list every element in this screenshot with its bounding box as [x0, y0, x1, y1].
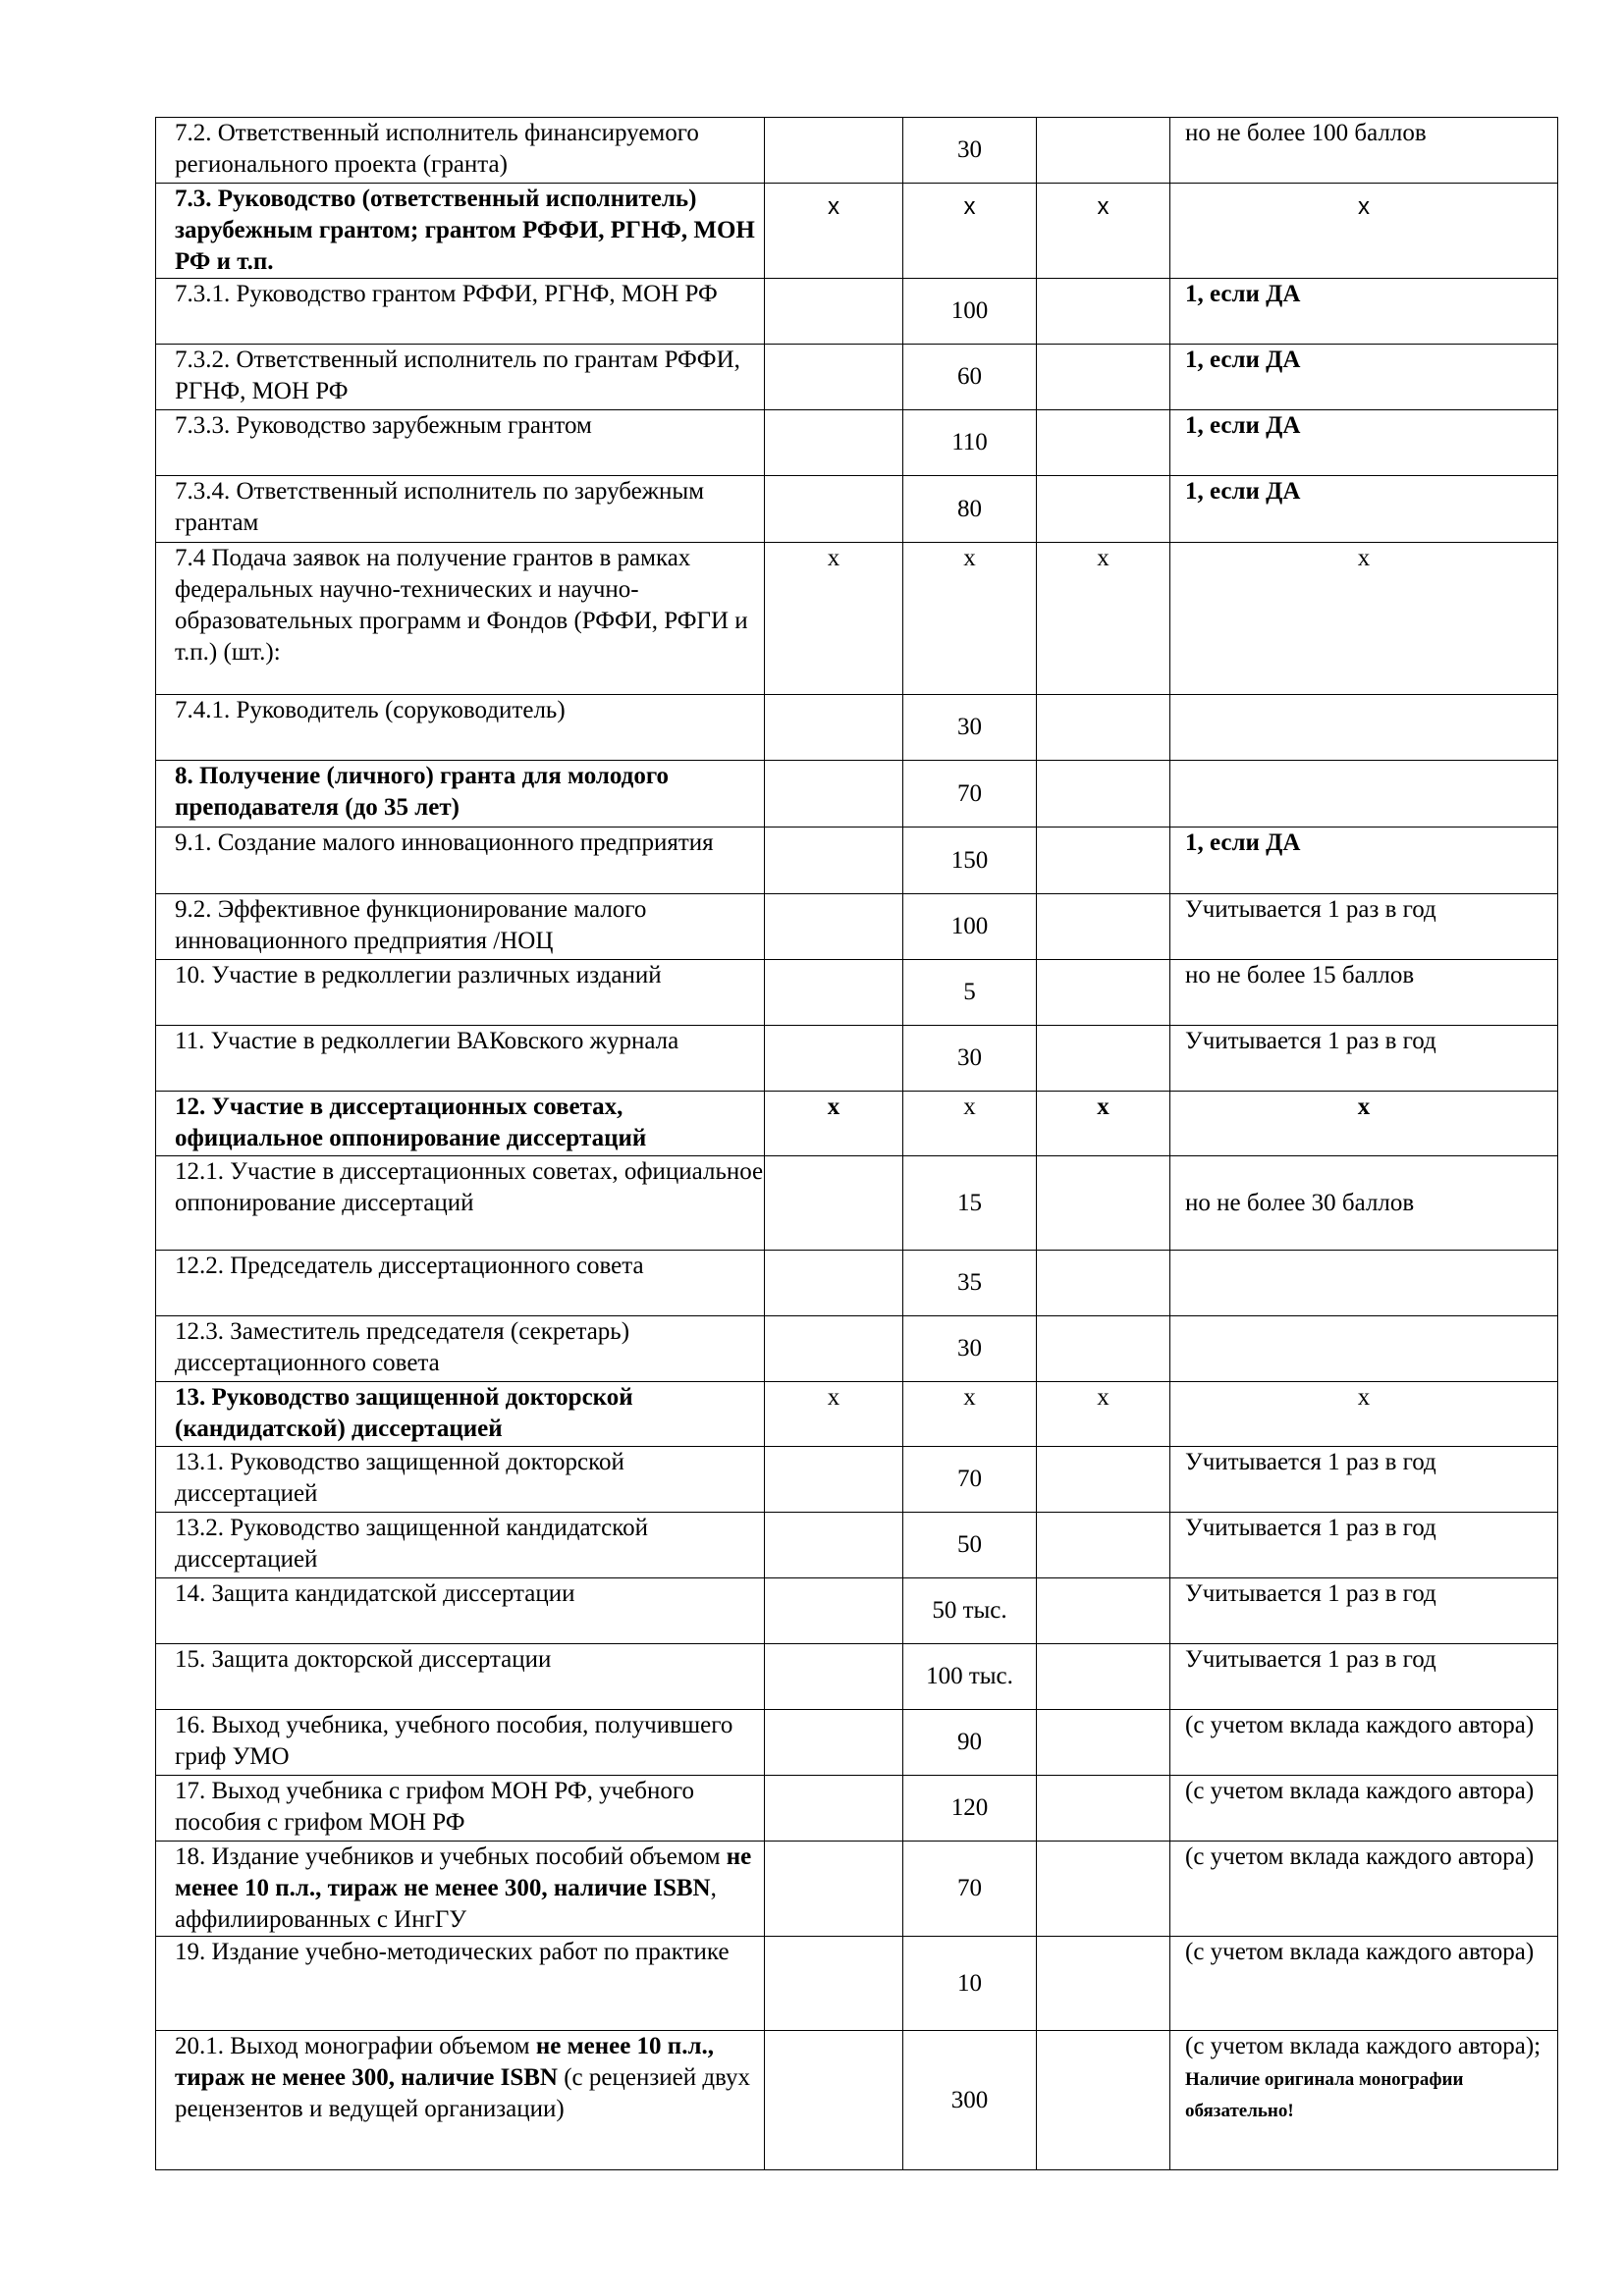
- x-marker-cell: [1037, 1382, 1170, 1447]
- table-row: [156, 1156, 1558, 1251]
- text-run: но не более 30 баллов: [1185, 1189, 1415, 1216]
- table-row: [156, 1251, 1558, 1316]
- blank-cell: [765, 2031, 903, 2170]
- table-row: [156, 1026, 1558, 1092]
- points-value: 30: [957, 1335, 982, 1362]
- criteria-table: [155, 117, 1558, 2170]
- text-run: 1, если ДА: [1185, 281, 1301, 307]
- text-run: 12.2. Председатель диссертационного совета: [175, 1253, 644, 1279]
- table-row: [156, 1382, 1558, 1447]
- criterion-label-cell: [156, 184, 765, 279]
- note-cell: [1170, 960, 1558, 1026]
- points-value: 100: [950, 297, 989, 324]
- points-cell: [903, 1251, 1037, 1316]
- note-cell: [1170, 1316, 1558, 1382]
- points-cell: [903, 1937, 1037, 2031]
- criterion-label-cell: [156, 1937, 765, 2031]
- text-run: 13.2. Руководство защищенной кандидатской диссертацией: [175, 1515, 648, 1573]
- x-marker: x: [1358, 193, 1370, 220]
- criterion-label-cell: [156, 118, 765, 184]
- note-cell: [1170, 1026, 1558, 1092]
- table-row: [156, 1092, 1558, 1156]
- criterion-label-cell: [156, 1447, 765, 1513]
- criterion-label-cell: [156, 1382, 765, 1447]
- text-run: 17. Выход учебника с грифом МОН РФ, учебного пособия с грифом МОН РФ: [175, 1778, 695, 1836]
- note-cell: [1170, 828, 1558, 894]
- criterion-label-cell: [156, 894, 765, 960]
- table-row: [156, 279, 1558, 345]
- text-run: Учитывается 1 раз в год: [1185, 1449, 1436, 1475]
- text-run: 13.1. Руководство защищенной докторской диссертацией: [175, 1449, 624, 1507]
- table-row: [156, 1578, 1558, 1644]
- blank-cell: [765, 1156, 903, 1251]
- table-row: [156, 1776, 1558, 1842]
- text-run: 19. Издание учебно-методических работ по практике: [175, 1939, 730, 1965]
- extra-cell: [1037, 476, 1170, 543]
- criterion-label-cell: [156, 1251, 765, 1316]
- text-run: 7.3.4. Ответственный исполнитель по зарубежным грантам: [175, 478, 705, 536]
- points-value: 60: [957, 363, 982, 390]
- extra-cell: [1037, 1776, 1170, 1842]
- x-marker: x: [827, 1384, 840, 1411]
- note-cell: [1170, 410, 1558, 476]
- note-cell: [1170, 1447, 1558, 1513]
- text-run: 12.1. Участие в диссертационных советах, официальное оппонирование диссертаций: [175, 1158, 764, 1216]
- criterion-label-cell: [156, 345, 765, 410]
- note-cell: [1170, 1156, 1558, 1251]
- blank-cell: [765, 279, 903, 345]
- table-row: [156, 1842, 1558, 1937]
- text-run: 1, если ДА: [1185, 347, 1301, 373]
- text-run: 1, если ДА: [1185, 829, 1301, 856]
- blank-cell: [765, 1316, 903, 1382]
- text-run: 7.3.3. Руководство зарубежным грантом: [175, 412, 592, 439]
- blank-cell: [765, 410, 903, 476]
- criterion-label-cell: [156, 695, 765, 761]
- points-value: 50 тыс.: [932, 1597, 1007, 1624]
- text-run: 16. Выход учебника, учебного пособия, получившего гриф УМО: [175, 1712, 733, 1770]
- points-cell: [903, 1578, 1037, 1644]
- text-run: 11. Участие в редколлегии ВАКовского журнала: [175, 1028, 679, 1054]
- note-cell: [1170, 761, 1558, 828]
- blank-cell: [765, 118, 903, 184]
- text-run: Учитывается 1 раз в год: [1185, 1515, 1436, 1541]
- x-marker-cell: [1037, 184, 1170, 279]
- points-cell: [903, 279, 1037, 345]
- blank-cell: [765, 761, 903, 828]
- x-marker-cell: [903, 184, 1037, 279]
- extra-cell: [1037, 761, 1170, 828]
- x-marker: x: [1097, 1094, 1110, 1120]
- points-value: 35: [957, 1269, 982, 1296]
- blank-cell: [765, 476, 903, 543]
- blank-cell: [765, 695, 903, 761]
- points-value: 90: [957, 1729, 982, 1755]
- criterion-label-cell: [156, 1092, 765, 1156]
- x-marker: x: [963, 545, 976, 571]
- extra-cell: [1037, 118, 1170, 184]
- points-value: 300: [950, 2086, 989, 2113]
- criterion-label-cell: [156, 543, 765, 695]
- note-cell: [1170, 279, 1558, 345]
- table-row: [156, 184, 1558, 279]
- note-cell: [1170, 2031, 1558, 2170]
- points-cell: [903, 1644, 1037, 1710]
- text-run: 13. Руководство защищенной докторской (кандидатской) диссертацией: [175, 1384, 633, 1442]
- text-run: Учитывается 1 раз в год: [1185, 1028, 1436, 1054]
- extra-cell: [1037, 345, 1170, 410]
- extra-cell: [1037, 960, 1170, 1026]
- points-value: 5: [963, 979, 976, 1005]
- x-marker-cell: [1170, 184, 1558, 279]
- table-row: [156, 543, 1558, 695]
- points-value: 70: [957, 779, 982, 807]
- extra-cell: [1037, 1842, 1170, 1937]
- points-cell: [903, 1316, 1037, 1382]
- text-run: 8. Получение (личного) гранта для молодого преподавателя (до 35 лет): [175, 763, 670, 821]
- extra-cell: [1037, 410, 1170, 476]
- x-marker: x: [1357, 1384, 1371, 1411]
- text-run: 9.1. Создание малого инновационного предприятия: [175, 829, 714, 856]
- table-row: [156, 695, 1558, 761]
- criterion-label-cell: [156, 1513, 765, 1578]
- note-cell: [1170, 1710, 1558, 1776]
- x-marker-cell: [1037, 1092, 1170, 1156]
- text-run: 18. Издание учебников и учебных пособий объемом: [175, 1843, 727, 1870]
- x-marker: x: [963, 1384, 976, 1411]
- criterion-label-cell: [156, 410, 765, 476]
- note-cell: [1170, 1776, 1558, 1842]
- blank-cell: [765, 1776, 903, 1842]
- points-cell: [903, 1513, 1037, 1578]
- blank-cell: [765, 1644, 903, 1710]
- note-cell: [1170, 695, 1558, 761]
- text-run: 7.3.2. Ответственный исполнитель по грантам РФФИ, РГНФ, МОН РФ: [175, 347, 740, 404]
- note-cell: [1170, 1251, 1558, 1316]
- table-row: [156, 476, 1558, 543]
- points-value: 70: [957, 1466, 982, 1492]
- x-marker-cell: [1170, 1382, 1558, 1447]
- blank-cell: [765, 1842, 903, 1937]
- points-cell: [903, 1156, 1037, 1251]
- text-run: 12.3. Заместитель председателя (секретарь) диссертационного совета: [175, 1318, 630, 1376]
- note-cell: [1170, 894, 1558, 960]
- points-cell: [903, 695, 1037, 761]
- points-cell: [903, 410, 1037, 476]
- x-marker: x: [1097, 1384, 1110, 1411]
- points-value: 150: [950, 846, 989, 874]
- table-row: [156, 1644, 1558, 1710]
- extra-cell: [1037, 1513, 1170, 1578]
- criterion-label-cell: [156, 1644, 765, 1710]
- text-run: 10. Участие в редколлегии различных изданий: [175, 962, 662, 988]
- text-run: но не более 15 баллов: [1185, 962, 1415, 988]
- criterion-label-cell: [156, 476, 765, 543]
- x-marker: x: [1097, 193, 1110, 220]
- criterion-label-cell: [156, 1156, 765, 1251]
- note-cell: [1170, 118, 1558, 184]
- points-cell: [903, 2031, 1037, 2170]
- criterion-label-cell: [156, 828, 765, 894]
- criterion-label-cell: [156, 761, 765, 828]
- text-run: (с учетом вклада каждого автора): [1185, 1712, 1535, 1738]
- text-run: 7.3. Руководство (ответственный исполнитель) зарубежным грантом; грантом РФФИ, РГНФ, МОН РФ и т.п.: [175, 186, 755, 275]
- text-run: 7.2. Ответственный исполнитель финансируемого регионального проекта (гранта): [175, 120, 699, 178]
- x-marker: x: [827, 545, 840, 571]
- points-cell: [903, 1710, 1037, 1776]
- blank-cell: [765, 1578, 903, 1644]
- note-cell: [1170, 1842, 1558, 1937]
- points-value: 80: [957, 495, 982, 522]
- text-run: не менее 10 п.л., тираж не менее 300, наличие ISBN: [175, 2033, 714, 2091]
- text-run: Учитывается 1 раз в год: [1185, 1646, 1436, 1673]
- points-value: 100 тыс.: [926, 1663, 1013, 1689]
- text-run: но не более 100 баллов: [1185, 120, 1427, 146]
- criterion-label-cell: [156, 1316, 765, 1382]
- text-run: 7.3.1. Руководство грантом РФФИ, РГНФ, МОН РФ: [175, 281, 718, 307]
- blank-cell: [765, 828, 903, 894]
- points-value: 30: [957, 136, 982, 163]
- extra-cell: [1037, 894, 1170, 960]
- table-row: [156, 1513, 1558, 1578]
- blank-cell: [765, 1513, 903, 1578]
- table-row: [156, 761, 1558, 828]
- extra-cell: [1037, 279, 1170, 345]
- blank-cell: [765, 1251, 903, 1316]
- blank-cell: [765, 960, 903, 1026]
- criterion-label-cell: [156, 1710, 765, 1776]
- points-cell: [903, 476, 1037, 543]
- points-cell: [903, 1026, 1037, 1092]
- text-run: 14. Защита кандидатской диссертации: [175, 1580, 575, 1607]
- blank-cell: [765, 1710, 903, 1776]
- extra-cell: [1037, 1710, 1170, 1776]
- criterion-label-cell: [156, 2031, 765, 2170]
- text-run: 15. Защита докторской диссертации: [175, 1646, 552, 1673]
- text-run: Наличие оригинала монографии обязательно!: [1185, 2069, 1464, 2121]
- text-run: 7.4.1. Руководитель (соруководитель): [175, 697, 566, 723]
- x-marker: x: [827, 1094, 840, 1120]
- extra-cell: [1037, 1026, 1170, 1092]
- x-marker: x: [963, 193, 976, 220]
- table-row: [156, 2031, 1558, 2170]
- x-marker: x: [1097, 545, 1110, 571]
- x-marker-cell: [1170, 543, 1558, 695]
- extra-cell: [1037, 828, 1170, 894]
- note-cell: [1170, 345, 1558, 410]
- note-cell: [1170, 1937, 1558, 2031]
- points-value: 15: [957, 1189, 982, 1216]
- x-marker: x: [1357, 1094, 1371, 1120]
- points-value: 70: [957, 1875, 982, 1901]
- criteria-table-body: [156, 118, 1558, 2170]
- criterion-label-cell: [156, 279, 765, 345]
- note-cell: [1170, 476, 1558, 543]
- points-cell: [903, 894, 1037, 960]
- criterion-label-cell: [156, 1578, 765, 1644]
- table-row: [156, 1937, 1558, 2031]
- points-cell: [903, 761, 1037, 828]
- blank-cell: [765, 1937, 903, 2031]
- extra-cell: [1037, 695, 1170, 761]
- extra-cell: [1037, 1644, 1170, 1710]
- x-marker-cell: [765, 1092, 903, 1156]
- table-row: [156, 345, 1558, 410]
- text-run: Учитывается 1 раз в год: [1185, 1580, 1436, 1607]
- blank-cell: [765, 1447, 903, 1513]
- x-marker: x: [828, 193, 839, 220]
- x-marker-cell: [765, 184, 903, 279]
- table-row: [156, 118, 1558, 184]
- points-value: 110: [951, 429, 988, 455]
- text-run: 20.1. Выход монографии объемом: [175, 2033, 536, 2059]
- text-run: 7.4 Подача заявок на получение грантов в рамках федеральных научно-технических и научно-образовательных программ и Фондов (РФФИ, РФГИ и т.п.) (шт.):: [175, 545, 748, 666]
- note-cell: [1170, 1513, 1558, 1578]
- points-cell: [903, 118, 1037, 184]
- extra-cell: [1037, 1316, 1170, 1382]
- x-marker-cell: [903, 1382, 1037, 1447]
- x-marker-cell: [1037, 543, 1170, 695]
- points-value: 100: [950, 913, 989, 939]
- table-row: [156, 960, 1558, 1026]
- x-marker: x: [1357, 545, 1371, 571]
- text-run: 1, если ДА: [1185, 412, 1301, 439]
- points-cell: [903, 828, 1037, 894]
- text-run: не менее 10 п.л., тираж не менее 300, наличие ISBN: [175, 1843, 752, 1901]
- note-cell: [1170, 1644, 1558, 1710]
- extra-cell: [1037, 2031, 1170, 2170]
- criterion-label-cell: [156, 1776, 765, 1842]
- x-marker-cell: [765, 1382, 903, 1447]
- x-marker-cell: [903, 543, 1037, 695]
- x-marker-cell: [903, 1092, 1037, 1156]
- points-cell: [903, 960, 1037, 1026]
- extra-cell: [1037, 1156, 1170, 1251]
- text-run: (с учетом вклада каждого автора): [1185, 1939, 1535, 1965]
- points-cell: [903, 1842, 1037, 1937]
- extra-cell: [1037, 1937, 1170, 2031]
- table-row: [156, 828, 1558, 894]
- table-row: [156, 1710, 1558, 1776]
- table-row: [156, 410, 1558, 476]
- points-value: 30: [957, 1044, 982, 1071]
- text-run: 1, если ДА: [1185, 478, 1301, 505]
- text-run: (с учетом вклада каждого автора);: [1185, 2033, 1542, 2059]
- text-run: (с учетом вклада каждого автора): [1185, 1843, 1535, 1870]
- text-run: 9.2. Эффективное функционирование малого инновационного предприятия /НОЦ: [175, 896, 647, 954]
- points-value: 120: [950, 1794, 989, 1821]
- blank-cell: [765, 894, 903, 960]
- points-value: 10: [957, 1969, 982, 1997]
- x-marker: x: [963, 1094, 976, 1120]
- x-marker-cell: [765, 543, 903, 695]
- points-value: 50: [957, 1531, 982, 1558]
- points-cell: [903, 1447, 1037, 1513]
- blank-cell: [765, 345, 903, 410]
- criterion-label-cell: [156, 1842, 765, 1937]
- x-marker-cell: [1170, 1092, 1558, 1156]
- text-run: Учитывается 1 раз в год: [1185, 896, 1436, 923]
- criterion-label-cell: [156, 1026, 765, 1092]
- table-row: [156, 1447, 1558, 1513]
- text-run: , аффилиированных с ИнгГУ: [175, 1875, 717, 1933]
- points-cell: [903, 345, 1037, 410]
- points-value: 30: [957, 714, 982, 740]
- text-run: (с учетом вклада каждого автора): [1185, 1778, 1535, 1804]
- points-cell: [903, 1776, 1037, 1842]
- text-run: (с рецензией двух рецензентов и ведущей организации): [175, 2064, 750, 2122]
- extra-cell: [1037, 1578, 1170, 1644]
- table-row: [156, 1316, 1558, 1382]
- criterion-label-cell: [156, 960, 765, 1026]
- table-row: [156, 894, 1558, 960]
- blank-cell: [765, 1026, 903, 1092]
- note-cell: [1170, 1578, 1558, 1644]
- extra-cell: [1037, 1251, 1170, 1316]
- text-run: 12. Участие в диссертационных советах, официальное оппонирование диссертаций: [175, 1094, 647, 1151]
- extra-cell: [1037, 1447, 1170, 1513]
